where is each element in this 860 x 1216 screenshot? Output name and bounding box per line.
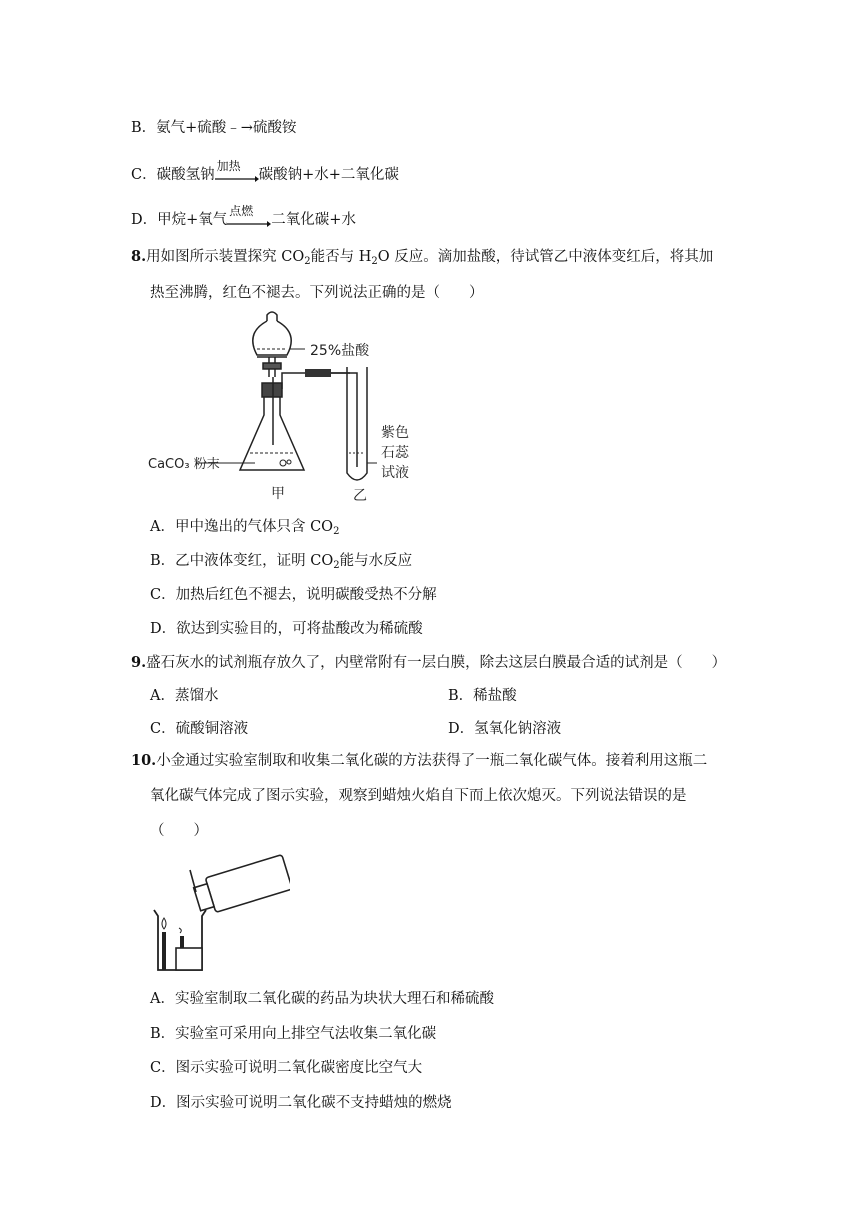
flame-icon (179, 928, 181, 933)
q9-stem: 9.盛石灰水的试剂瓶存放久了，内壁常附有一层白膜，除去这层白膜最合适的试剂是（ ） (131, 654, 727, 671)
q8-option-c: C．加热后红色不褪去，说明碳酸受热不分解 (150, 587, 437, 603)
reaction-condition-heat: 加热 (215, 165, 259, 185)
q10-stem-line1: 10.小金通过实验室制取和收集二氧化碳的方法获得了一瓶二氧化碳气体。接着利用这瓶二 (131, 752, 708, 769)
flask-jia-label: 甲 (271, 486, 285, 502)
short-candle-icon (180, 936, 184, 948)
q8-stem-line1: 8.用如图所示装置探究 $CO_2$能否与 $H_2O$ 反应。滴加盐酸，待试管乙中液体变红后，将其加 (131, 248, 714, 267)
q8-option-d: D．欲达到实验目的，可将盐酸改为稀硫酸 (150, 621, 423, 637)
q8-option-a: A．甲中逸出的气体只含 $CO_2$ (150, 519, 340, 537)
q8-stem-line2: 热至沸腾，红色不褪去。下列说法正确的是（ ） (150, 285, 484, 301)
q7-option-b: B．氨气+硫酸﹣→硫酸铵 (131, 120, 297, 136)
q7-option-d: D．甲烷+氧气 点燃 二氧化碳+水 (131, 204, 356, 228)
q10-option-a: A．实验室制取二氧化碳的药品为块状大理石和稀硫酸 (150, 991, 494, 1007)
tube-yi-label: 乙 (353, 488, 367, 504)
separatory-funnel-icon (253, 312, 291, 377)
reaction-arrow-icon (227, 220, 271, 228)
q10-candle-figure (150, 852, 290, 977)
indicator-label-1: 紫色 (381, 425, 409, 441)
q10-option-d: D．图示实验可说明二氧化碳不支持蜡烛的燃烧 (150, 1095, 452, 1111)
acid-label: 25%盐酸 (310, 343, 370, 359)
indicator-label-2: 石蕊 (381, 445, 409, 461)
glass-plate-icon (190, 870, 196, 892)
q7-option-c: C．碳酸氢钠 加热 碳酸钠+水+二氧化碳 (131, 159, 399, 183)
gas-bottle-icon (192, 855, 290, 917)
q10-stem-line2: 氧化碳气体完成了图示实验，观察到蜡烛火焰自下而上依次熄灭。下列说法错误的是 (150, 788, 687, 804)
rubber-tube-icon (305, 369, 331, 377)
q9-option-a: A．蒸馏水 (150, 688, 219, 704)
flame-icon (162, 918, 166, 929)
reaction-arrow-icon (215, 175, 259, 183)
q10-stem-line3: （ ） (150, 823, 208, 839)
q10-option-b: B．实验室可采用向上排空气法收集二氧化碳 (150, 1026, 437, 1042)
q10-option-c: C．图示实验可说明二氧化碳密度比空气大 (150, 1060, 423, 1076)
reaction-condition-ignite: 点燃 (227, 210, 271, 230)
q9-option-c: C．硫酸铜溶液 (150, 721, 249, 737)
q9-option-b: B．稀盐酸 (448, 688, 517, 704)
q8-apparatus-figure (145, 305, 435, 505)
tall-candle-icon (162, 932, 166, 970)
conical-flask-icon (240, 373, 350, 470)
q8-option-b: B．乙中液体变红，证明 $CO_2$能与水反应 (150, 553, 413, 571)
q9-option-d: D．氢氧化钠溶液 (448, 721, 562, 737)
caco3-powder-label: CaCO₃ 粉末 (148, 457, 220, 472)
indicator-label-3: 试液 (381, 465, 409, 481)
